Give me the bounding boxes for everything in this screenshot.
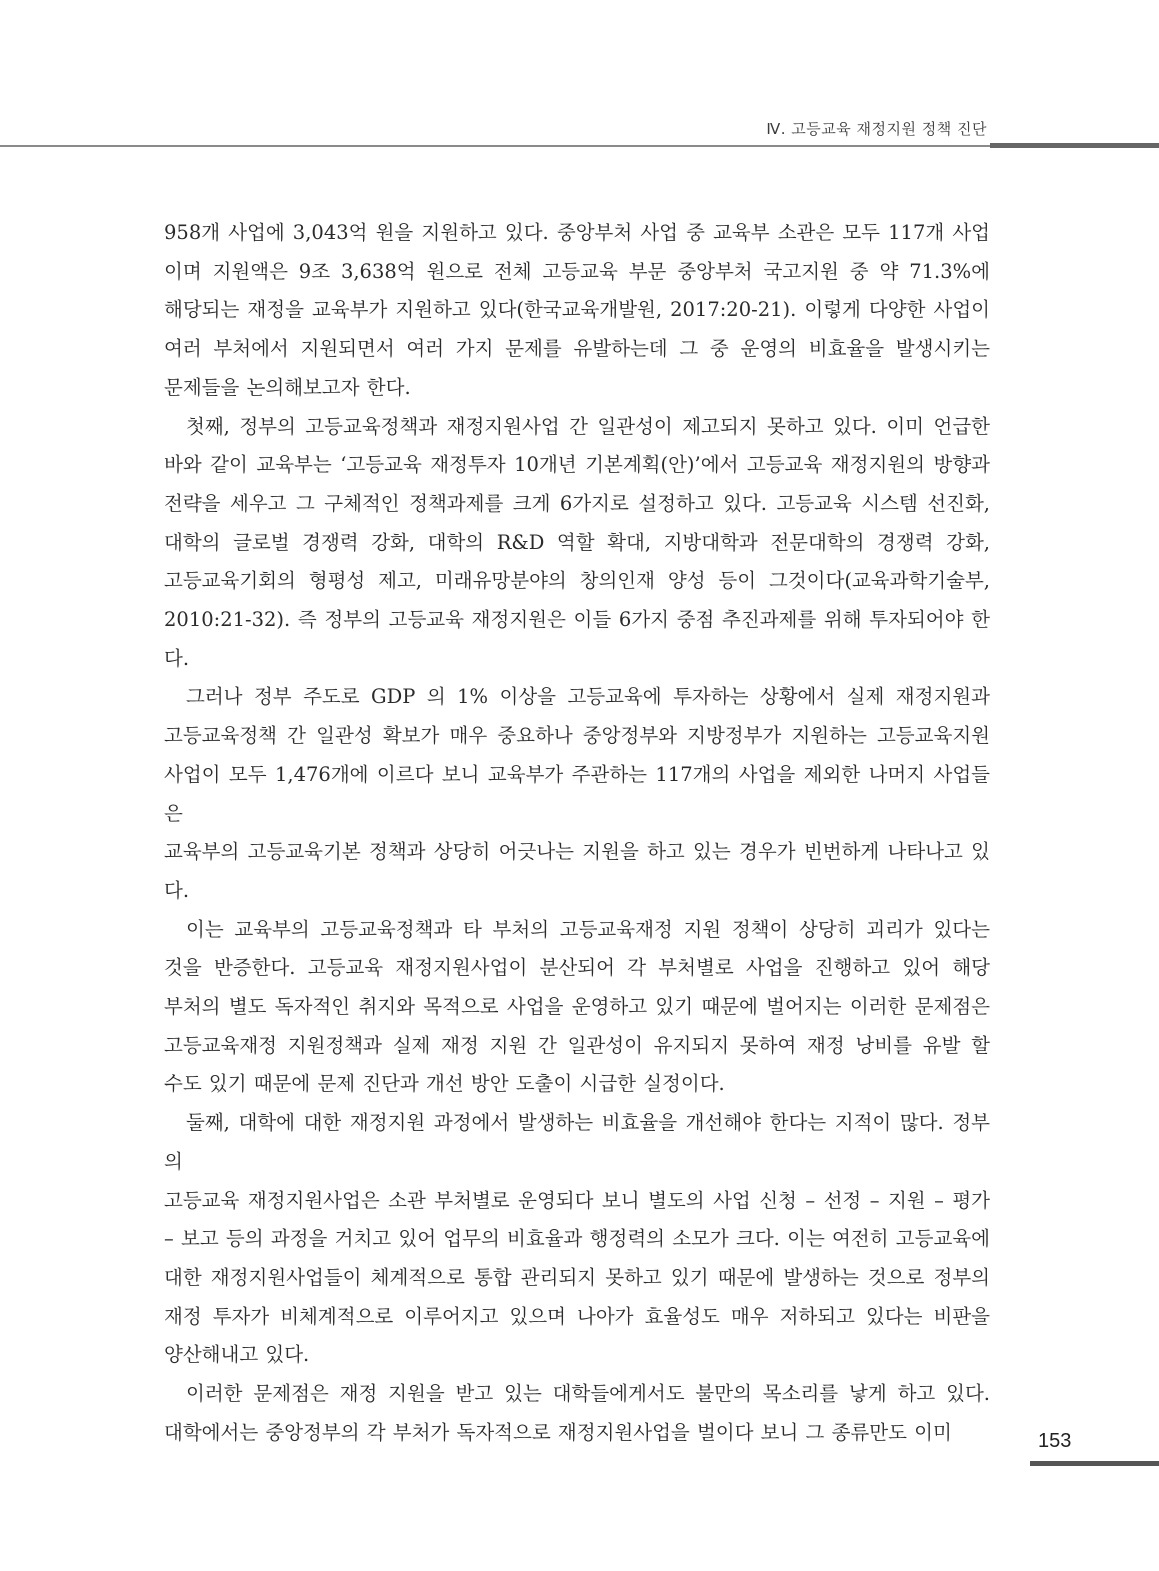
text-line: 첫째, 정부의 고등교육정책과 재정지원사업 간 일관성이 제고되지 못하고 있다. 이미 언급한 [186,414,990,438]
text-line: 958개 사업에 3,043억 원을 지원하고 있다. 중앙부처 사업 중 교육부 소관은 모두 117개 사업 [164,221,990,244]
text-line: 수도 있기 때문에 문제 진단과 개선 방안 도출이 시급한 실정이다. [164,1072,725,1096]
text-line: 대학의 글로벌 경쟁력 강화, 대학의 R&D 역할 확대, 지방대학과 전문대학의 경쟁력 강화, [164,530,990,554]
running-header-title: Ⅳ. 고등교육 재정지원 정책 진단 [766,120,987,138]
body-text [164,214,990,1453]
text-line: 고등교육 재정지원사업은 소관 부처별로 운영되다 보니 별도의 사업 신청 – 선정 – 지원 – 평가 [164,1188,990,1212]
text-line: 해당되는 재정을 교육부가 지원하고 있다(한국교육개발원, 2017:20-21). 이렇게 다양한 사업이 [164,298,990,322]
text-line: 그러나 정부 주도로 GDP 의 1% 이상을 고등교육에 투자하는 상황에서 실제 재정지원과 [186,685,990,709]
text-line: 대한 재정지원사업들이 체계적으로 통합 관리되지 못하고 있기 때문에 발생하는 것으로 정부의 [164,1265,990,1289]
text-line: 재정 투자가 비체계적으로 이루어지고 있으며 나아가 효율성도 매우 저하되고 있다는 비판을 [164,1304,990,1328]
text-line: 것을 반증한다. 고등교육 재정지원사업이 분산되어 각 부처별로 사업을 진행하고 있어 해당 [164,956,990,980]
header-divider [0,145,990,147]
header-divider-accent [990,143,1159,148]
text-line: – 보고 등의 과정을 거치고 있어 업무의 비효율과 행정력의 소모가 크다. 이는 여전히 고등교육에 [164,1227,990,1251]
text-line: 고등교육재정 지원정책과 실제 재정 지원 간 일관성이 유지되지 못하여 재정 낭비를 유발 할 [164,1033,990,1057]
text-line: 2010:21-32). 즉 정부의 고등교육 재정지원은 이들 6가지 중점 추진과제를 위해 투자되어야 한다. [164,608,990,670]
text-line: 전략을 세우고 그 구체적인 정책과제를 크게 6가지로 설정하고 있다. 고등교육 시스템 선진화, [164,491,990,515]
text-line: 사업이 모두 1,476개에 이르다 보니 교육부가 주관하는 117개의 사업을 제외한 나머지 사업들은 [164,762,990,825]
text-line: 고등교육정책 간 일관성 확보가 매우 중요하나 중앙정부와 지방정부가 지원하는 고등교육지원 [164,724,990,748]
text-line: 바와 같이 교육부는 ‘고등교육 재정투자 10개년 기본계획(안)’에서 고등교육 재정지원의 방향과 [164,453,990,477]
text-line: 양산해내고 있다. [164,1343,310,1367]
text-line: 이는 교육부의 고등교육정책과 타 부처의 고등교육재정 지원 정책이 상당히 괴리가 있다는 [186,917,990,941]
text-line: 대학에서는 중앙정부의 각 부처가 독자적으로 재정지원사업을 벌이다 보니 그 종류만도 이미 [164,1420,952,1444]
text-line: 부처의 별도 독자적인 취지와 목적으로 사업을 운영하고 있기 때문에 벌어지는 이러한 문제점은 [164,995,990,1019]
text-line: 이러한 문제점은 재정 지원을 받고 있는 대학들에게서도 불만의 목소리를 낳게 하고 있다. [186,1382,990,1406]
text-line: 교육부의 고등교육기본 정책과 상당히 어긋나는 지원을 하고 있는 경우가 빈번하게 나타나고 있다. [164,840,990,902]
text-line: 고등교육기회의 형평성 제고, 미래유망분야의 창의인재 양성 등이 그것이다(교육과학기술부, [164,569,990,593]
text-line: 둘째, 대학에 대한 재정지원 과정에서 발생하는 비효율을 개선해야 한다는 지적이 많다. 정부의 [164,1111,990,1173]
text-line: 여러 부처에서 지원되면서 여러 가지 문제를 유발하는데 그 중 운영의 비효율을 발생시키는 [164,337,990,361]
page-number: 153 [1038,1430,1072,1452]
footer-divider [1030,1461,1159,1466]
text-line: 이며 지원액은 9조 3,638억 원으로 전체 고등교육 부문 중앙부처 국고지원 중 약 71.3%에 [164,259,990,283]
text-line: 문제들을 논의해보고자 한다. [164,375,411,399]
